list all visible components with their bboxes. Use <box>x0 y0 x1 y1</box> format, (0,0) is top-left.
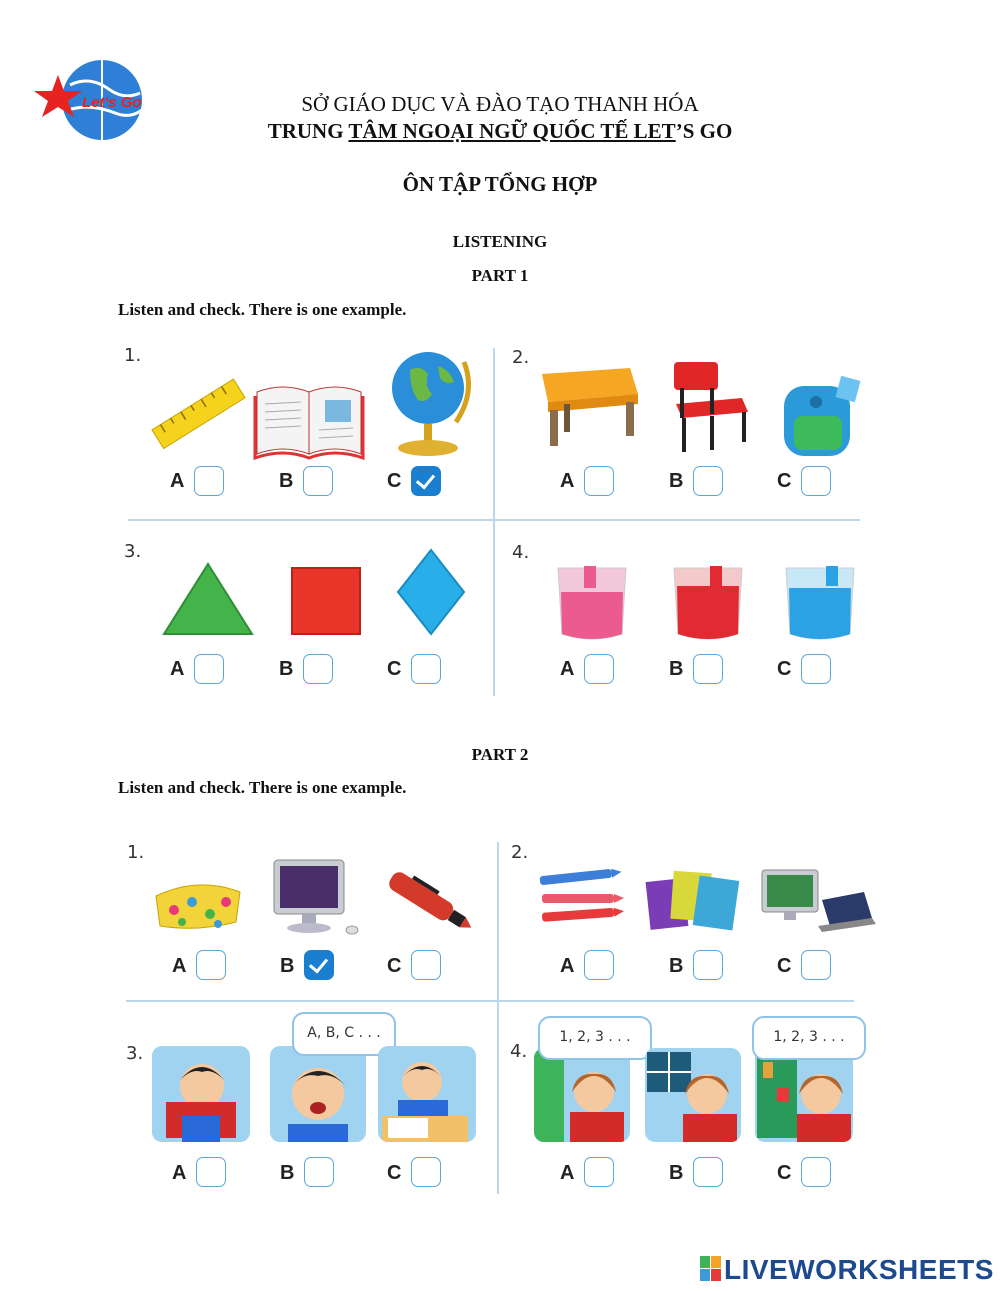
liveworksheets-icon <box>700 1256 722 1282</box>
option-label: C <box>387 470 402 492</box>
listening-heading: LISTENING <box>452 232 548 251</box>
p2q3-checkbox-c[interactable] <box>411 1157 441 1187</box>
option-label: C <box>777 955 792 977</box>
p2q2-checkbox-a[interactable] <box>584 950 614 980</box>
option-label: B <box>669 955 684 977</box>
question-number: 2. <box>512 347 530 368</box>
p1q3-checkbox-c[interactable] <box>411 654 441 684</box>
blue-diamond <box>396 548 466 636</box>
divider <box>497 842 499 1194</box>
divider <box>493 348 495 696</box>
question-number: 4. <box>510 1041 528 1062</box>
option-label: C <box>387 955 402 977</box>
book-image <box>253 378 365 460</box>
girl-counting <box>534 1048 630 1142</box>
boy-writing <box>378 1046 476 1142</box>
backpack-image <box>776 376 864 458</box>
p2q4-checkbox-a[interactable] <box>584 1157 614 1187</box>
p2q2-checkbox-b[interactable] <box>693 950 723 980</box>
chair-image <box>668 358 752 456</box>
option-label: C <box>387 658 402 680</box>
divider <box>128 519 860 521</box>
p2q3-checkbox-a[interactable] <box>196 1157 226 1187</box>
question-number: 1. <box>127 842 145 863</box>
question-number: 1. <box>124 345 142 366</box>
part1-heading: PART 1 <box>471 266 529 285</box>
option-label: B <box>669 470 684 492</box>
p1q4-checkbox-c[interactable] <box>801 654 831 684</box>
part1-instruction: Listen and check. There is one example. <box>118 300 407 319</box>
p1q4-checkbox-b[interactable] <box>693 654 723 684</box>
p2q4-checkbox-c[interactable] <box>801 1157 831 1187</box>
department-line: SỞ GIÁO DỤC VÀ ĐÀO TẠO THANH HÓA <box>301 92 699 116</box>
globe-image <box>380 342 480 460</box>
option-label: A <box>560 955 575 977</box>
p1q2-checkbox-b[interactable] <box>693 466 723 496</box>
p1q1-checkbox-c[interactable] <box>411 466 441 496</box>
center-name-line: TRUNG TÂM NGOẠI NGỮ QUỐC TẾ LET’S GO <box>267 119 733 143</box>
option-label: A <box>172 955 187 977</box>
option-label: B <box>279 658 294 680</box>
p2q1-checkbox-b[interactable] <box>304 950 334 980</box>
p1q2-checkbox-a[interactable] <box>584 466 614 496</box>
page-title: ÔN TẬP TỔNG HỢP <box>402 172 598 196</box>
p1q2-checkbox-c[interactable] <box>801 466 831 496</box>
option-label: A <box>172 1162 187 1184</box>
p1q3-checkbox-a[interactable] <box>194 654 224 684</box>
girl-at-window <box>645 1048 741 1142</box>
ruler-image <box>148 368 248 458</box>
notebooks-image <box>644 868 744 934</box>
divider <box>126 1000 854 1002</box>
question-number: 4. <box>512 542 530 563</box>
option-label: C <box>777 658 792 680</box>
option-label: C <box>777 470 792 492</box>
green-triangle <box>160 560 256 638</box>
svg-text:Let's Go: Let's Go <box>82 94 142 111</box>
p2q1-checkbox-a[interactable] <box>196 950 226 980</box>
p2q4-checkbox-b[interactable] <box>693 1157 723 1187</box>
part2-instruction: Listen and check. There is one example. <box>118 778 407 797</box>
blue-paint <box>782 560 858 644</box>
option-label: B <box>669 1162 684 1184</box>
option-label: A <box>560 470 575 492</box>
liveworksheets-logo <box>700 1254 994 1286</box>
girl-at-shelf <box>755 1048 853 1142</box>
option-label: A <box>560 1162 575 1184</box>
p2q3-checkbox-b[interactable] <box>304 1157 334 1187</box>
table-image <box>534 364 642 450</box>
crayons-image <box>534 866 630 930</box>
part2-heading: PART 2 <box>471 745 529 764</box>
computer-image <box>270 858 362 940</box>
red-square <box>290 566 362 636</box>
red-paint <box>670 560 746 644</box>
option-label: C <box>777 1162 792 1184</box>
option-label: B <box>279 470 294 492</box>
p1q4-checkbox-a[interactable] <box>584 654 614 684</box>
p2q1-checkbox-c[interactable] <box>411 950 441 980</box>
speech-bubble: 1, 2, 3 . . . <box>752 1016 866 1060</box>
option-label: A <box>170 470 185 492</box>
option-label: C <box>387 1162 402 1184</box>
question-number: 3. <box>124 541 142 562</box>
pencil-case-image <box>152 866 244 936</box>
brand-text: LIVEWORKSHEETS <box>724 1254 994 1285</box>
pink-paint <box>554 560 630 644</box>
speech-bubble: A, B, C . . . <box>292 1012 396 1056</box>
p2q2-checkbox-c[interactable] <box>801 950 831 980</box>
option-label: B <box>669 658 684 680</box>
computers-image <box>760 866 876 940</box>
p1q3-checkbox-b[interactable] <box>303 654 333 684</box>
option-label: B <box>280 955 295 977</box>
p1q1-checkbox-b[interactable] <box>303 466 333 496</box>
question-number: 3. <box>126 1043 144 1064</box>
option-label: A <box>170 658 185 680</box>
option-label: B <box>280 1162 295 1184</box>
option-label: A <box>560 658 575 680</box>
boy-reading <box>152 1046 250 1142</box>
boy-saying-abc <box>270 1046 366 1142</box>
question-number: 2. <box>511 842 529 863</box>
p1q1-checkbox-a[interactable] <box>194 466 224 496</box>
speech-bubble: 1, 2, 3 . . . <box>538 1016 652 1060</box>
marker-image <box>378 866 482 940</box>
